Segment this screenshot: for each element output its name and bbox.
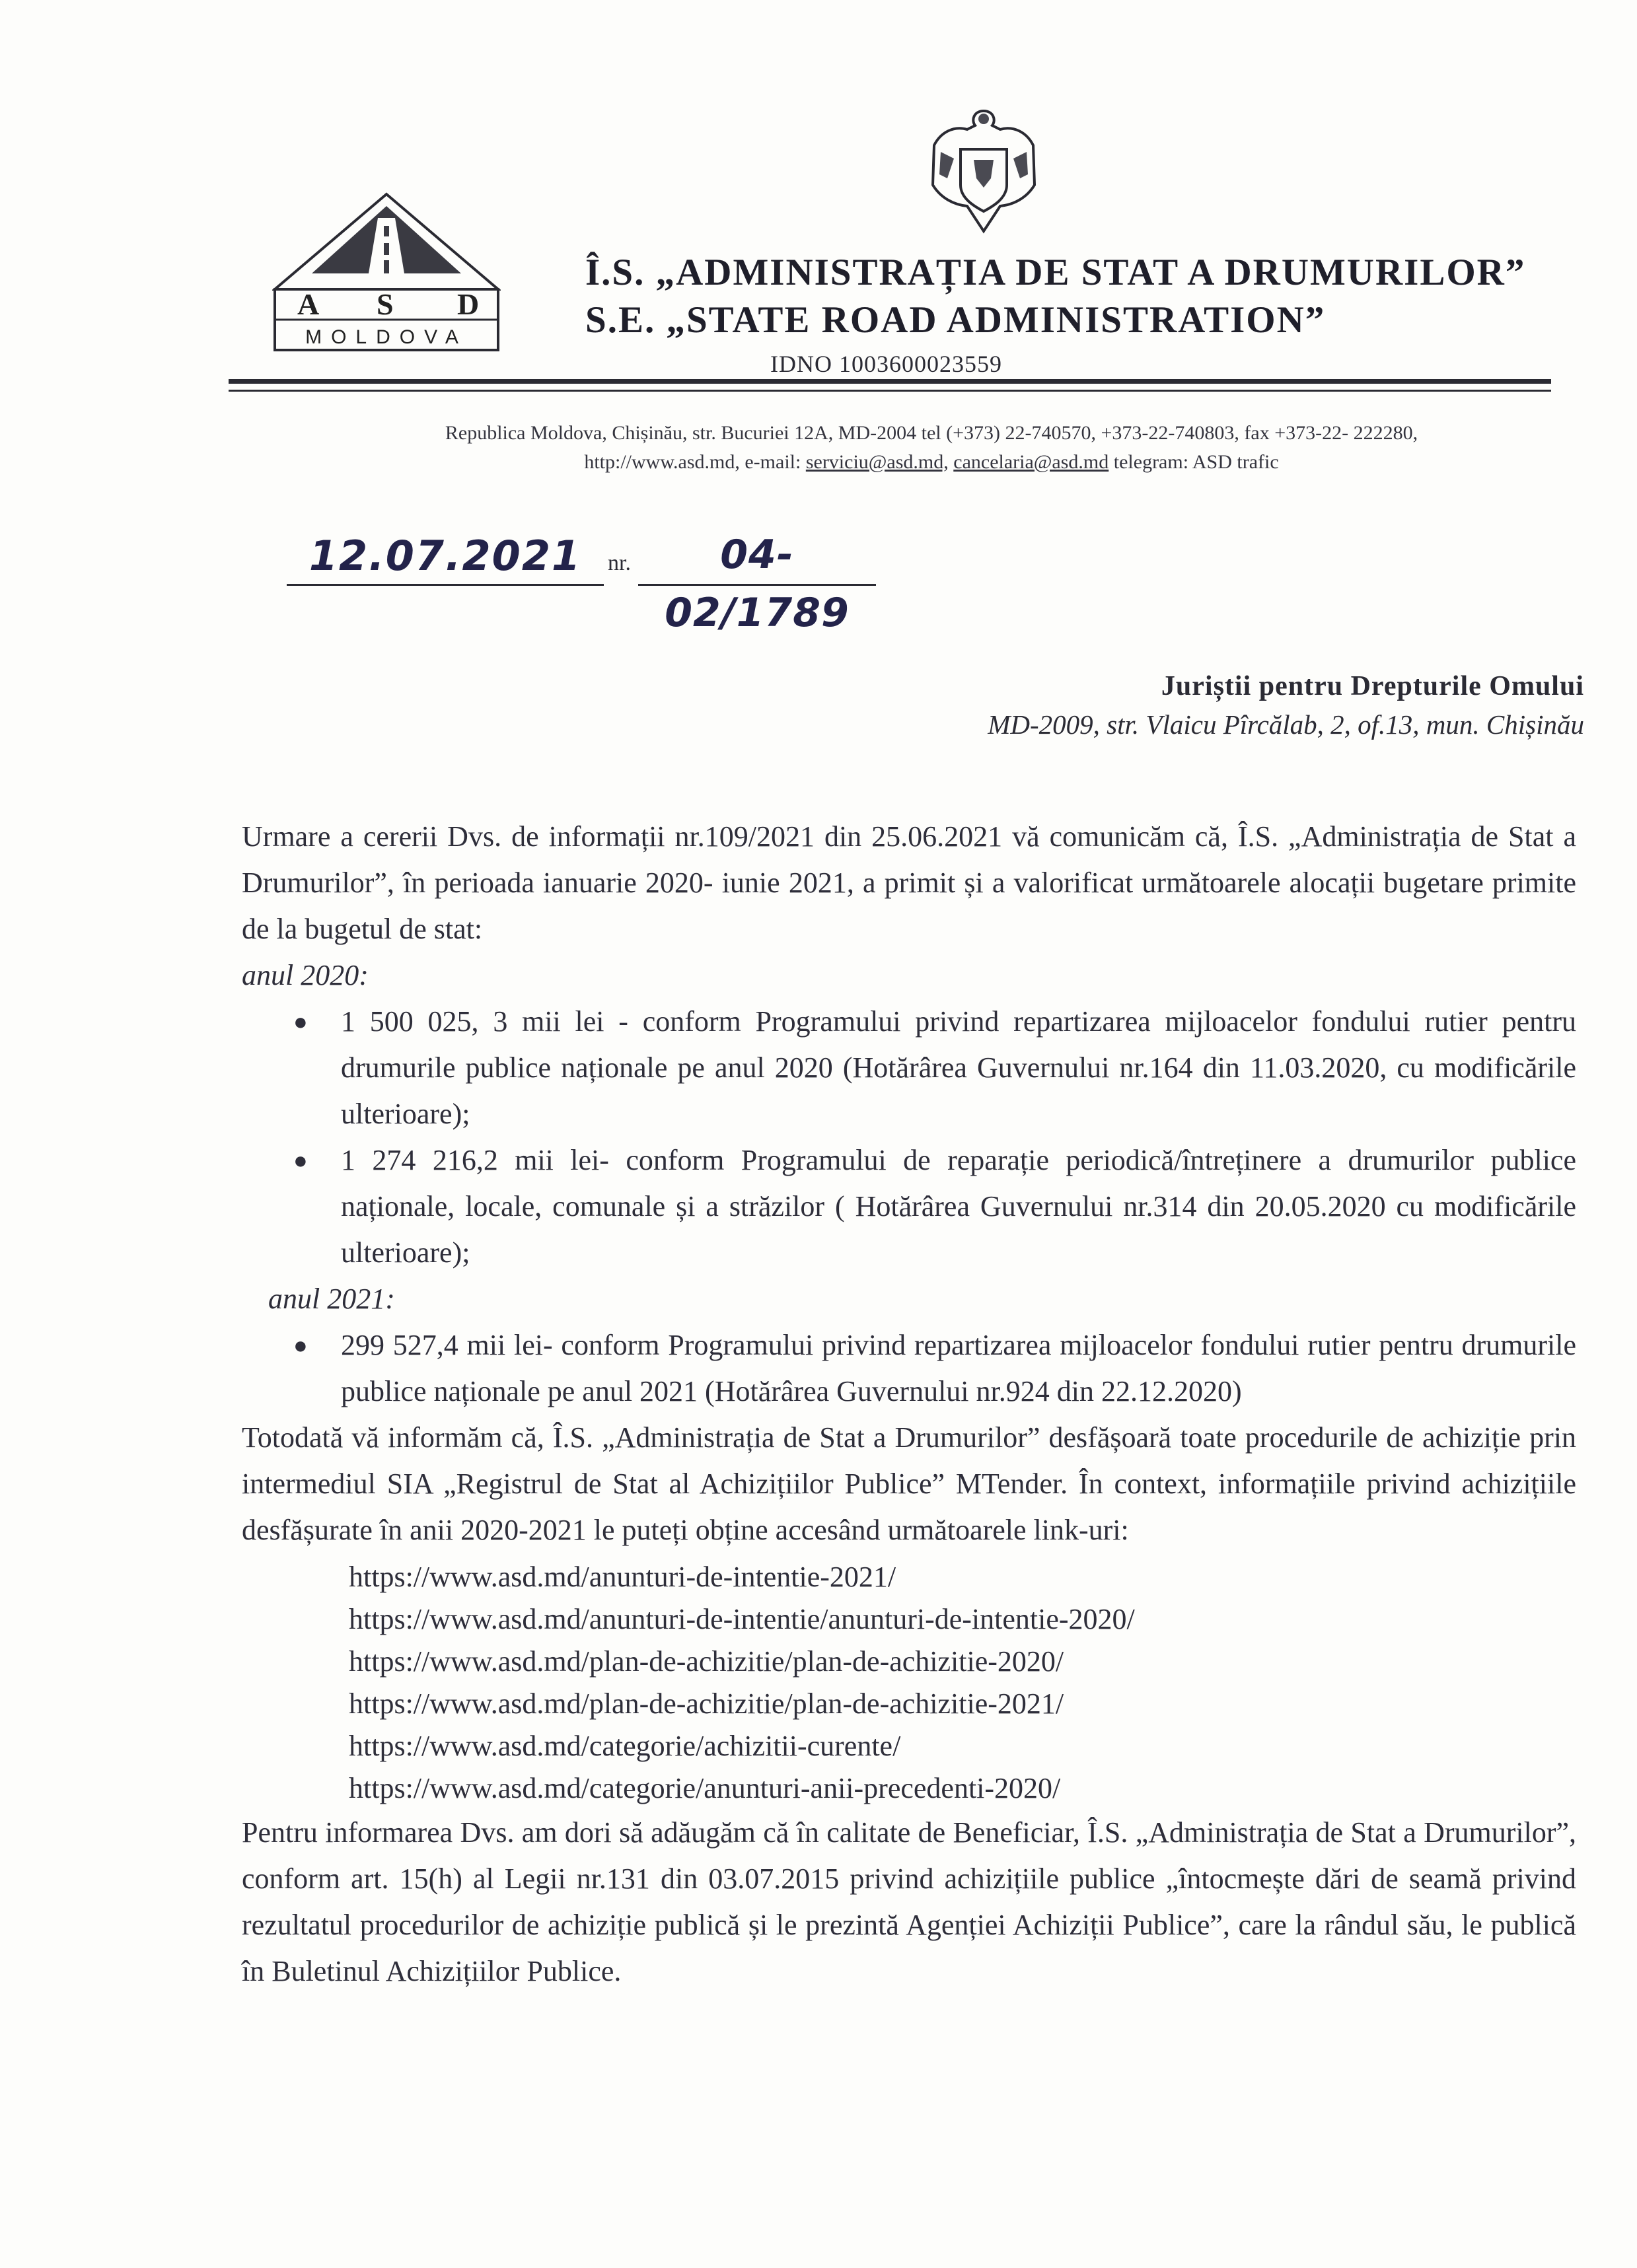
- contact-info: [310, 419, 1552, 477]
- reference-nr-label: nr.: [608, 551, 631, 575]
- list-item: ● 1 274 216,2 mii lei- conform Programului de reparație periodică/întreținere a drumurilor publice naționale, locale, comunale și a străzilor ( Hotărârea Guvernului nr.314 din 20.05.2020 cu modificările ulterioare);: [293, 1144, 1576, 1269]
- link-item[interactable]: https://www.asd.md/categorie/anunturi-anii-precedenti-2020/: [349, 1772, 1061, 1804]
- allocations-2020-list: [242, 999, 1576, 1276]
- addressee-name: Juriștii pentru Drepturile Omului: [1161, 671, 1584, 701]
- idno: IDNO 1003600023559: [770, 351, 1002, 377]
- procurement-paragraph: Totodată vă informăm că, Î.S. „Administrația de Stat a Drumurilor” desfășoară toate procedurile de achiziție prin intermediul SIA „Registrul de Stat al Achizițiilor Publice” MTender. În context, informațiile privind achizițiile desfășurate în anii 2020-2021 le puteți obține accesând următoarele link-uri:: [242, 1421, 1576, 1546]
- logo-letter-d: D: [457, 287, 480, 321]
- list-item: ● 299 527,4 mii lei- conform Programului privind repartizarea mijloacelor fondului rutier pentru drumurile publice naționale pe anul 2021 (Hotărârea Guvernului nr.924 din 22.12.2020): [293, 1329, 1576, 1407]
- year-2021-heading: anul 2021:: [268, 1283, 395, 1315]
- contact-email-serviciu[interactable]: serviciu@asd.md,: [805, 451, 949, 473]
- link-item[interactable]: https://www.asd.md/categorie/achizitii-curente/: [349, 1730, 901, 1762]
- header-divider-thin: [229, 390, 1551, 392]
- contact-website[interactable]: http://www.asd.md, e-mail:: [584, 451, 801, 473]
- addressee-address: MD-2009, str. Vlaicu Pîrcălab, 2, of.13, mun. Chișinău: [988, 709, 1584, 740]
- intro-paragraph: Urmare a cererii Dvs. de informații nr.109/2021 din 25.06.2021 vă comunicăm că, Î.S. „Administrația de Stat a Drumurilor”, în perioada ianuarie 2020- iunie 2021, a primit și a valorificat următoarele alocații bugetare primite de la bugetul de stat:: [242, 820, 1576, 945]
- coat-of-arms-icon: [928, 106, 1040, 235]
- reference-number: 04-02/1789: [638, 526, 876, 586]
- logo-country: MOLDOVA: [305, 326, 468, 348]
- link-item[interactable]: https://www.asd.md/plan-de-achizitie/plan-de-achizitie-2021/: [349, 1687, 1064, 1720]
- asd-logo: [272, 192, 501, 353]
- header-divider-thick: [229, 379, 1551, 384]
- reference-date: 12.07.2021: [287, 528, 604, 586]
- logo-letter-a: A: [297, 287, 320, 321]
- allocations-2021-list: [242, 1322, 1576, 1415]
- link-item[interactable]: https://www.asd.md/anunturi-de-intentie-2021/: [349, 1561, 896, 1593]
- contact-address: Republica Moldova, Chișinău, str. Bucuriei 12A, MD-2004 tel (+373) 22-740570, +373-22-740803, fax +373-22- 222280,: [445, 422, 1418, 444]
- year-2020-heading: anul 2020:: [242, 959, 369, 991]
- logo-letter-s: S: [377, 287, 394, 321]
- institution-title-ro: Î.S. „ADMINISTRAȚIA DE STAT A DRUMURILOR”: [585, 252, 1526, 293]
- contact-email-cancelaria[interactable]: cancelaria@asd.md: [953, 451, 1109, 473]
- link-item[interactable]: https://www.asd.md/plan-de-achizitie/plan-de-achizitie-2020/: [349, 1645, 1064, 1678]
- letter-body: [242, 814, 1576, 1995]
- contact-web-email: [310, 448, 1552, 477]
- links-list: [349, 1556, 1576, 1810]
- link-item[interactable]: https://www.asd.md/anunturi-de-intentie/anunturi-de-intentie-2020/: [349, 1603, 1135, 1635]
- institution-title-en: S.E. „STATE ROAD ADMINISTRATION”: [585, 299, 1326, 341]
- addressee-block: [988, 667, 1584, 744]
- closing-paragraph: Pentru informarea Dvs. am dori să adăugăm că în calitate de Beneficiar, Î.S. „Administrația de Stat a Drumurilor”, conform art. 15(h) al Legii nr.131 din 03.07.2015 privind achizițiile publice „întocmește dări de seamă privind rezultatul procedurilor de achiziție publică și le prezintă Agenției Achiziții Publice”, care la rândul său, le publică în Buletinul Achizițiilor Publice.: [242, 1816, 1576, 1987]
- list-item: ● 1 500 025, 3 mii lei - conform Programului privind repartizarea mijloacelor fondului rutier pentru drumurile publice naționale pe anul 2020 (Hotărârea Guvernului nr.164 din 11.03.2020, cu modificările ulterioare);: [293, 1005, 1576, 1130]
- contact-telegram: telegram: ASD trafic: [1113, 451, 1279, 473]
